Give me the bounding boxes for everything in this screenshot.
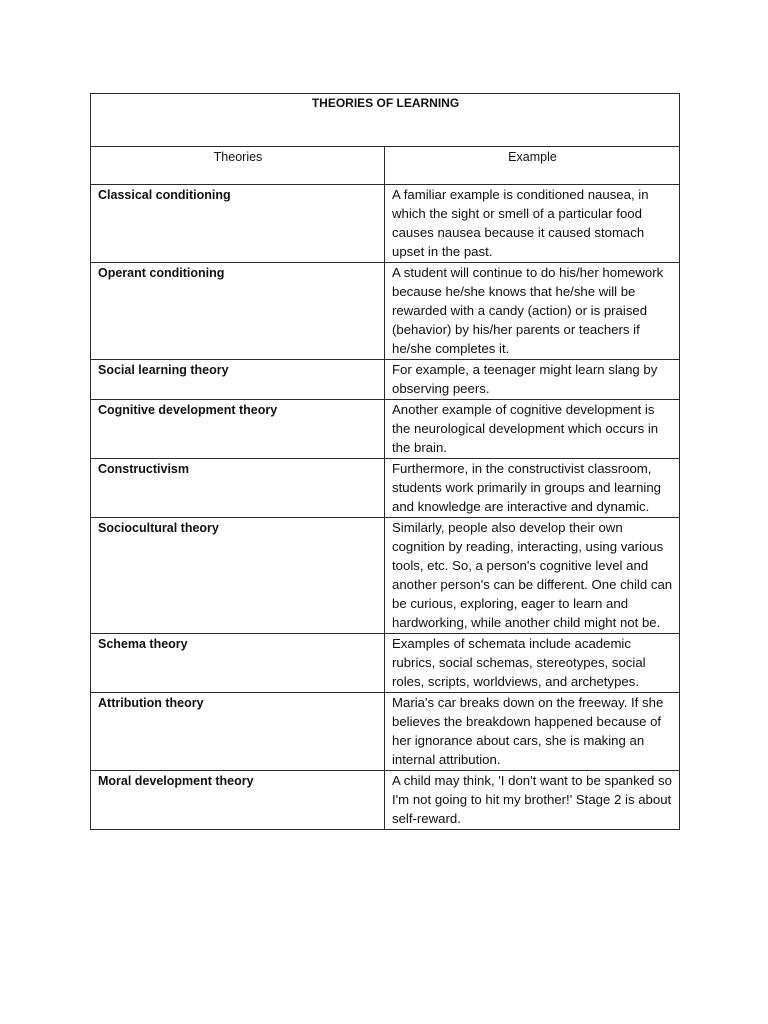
table-row — [91, 693, 680, 771]
theory-example: Examples of schemata include academic rubrics, social schemas, stereotypes, social roles, scripts, worldviews, and archetypes. — [385, 634, 680, 693]
header-example: Example — [385, 147, 680, 185]
theory-name: Operant conditioning — [91, 263, 385, 360]
theory-example: A student will continue to do his/her homework because he/she knows that he/she will be rewarded with a candy (action) or is praised (behavior) by his/her parents or teachers if he/she completes it. — [385, 263, 680, 360]
table-row — [91, 360, 680, 400]
theory-example: A familiar example is conditioned nausea, in which the sight or smell of a particular food causes nausea because it caused stomach upset in the past. — [385, 185, 680, 263]
table-row — [91, 518, 680, 634]
table-row — [91, 771, 680, 830]
title-row — [91, 94, 680, 147]
table-row — [91, 400, 680, 459]
theory-name: Sociocultural theory — [91, 518, 385, 634]
theory-example: Another example of cognitive development is the neurological development which occurs in the brain. — [385, 400, 680, 459]
theory-example: A child may think, 'I don't want to be spanked so I'm not going to hit my brother!' Stage 2 is about self-reward. — [385, 771, 680, 830]
table-row — [91, 634, 680, 693]
theory-name: Attribution theory — [91, 693, 385, 771]
table-row — [91, 263, 680, 360]
theory-example: Similarly, people also develop their own cognition by reading, interacting, using various tools, etc. So, a person's cognitive level and another person's can be different. One child can be curious, exploring, eager to learn and hardworking, while another child might not be. — [385, 518, 680, 634]
theory-example: For example, a teenager might learn slang by observing peers. — [385, 360, 680, 400]
header-theories: Theories — [91, 147, 385, 185]
theory-name: Schema theory — [91, 634, 385, 693]
theories-table — [90, 93, 680, 830]
theory-name: Moral development theory — [91, 771, 385, 830]
theory-name: Social learning theory — [91, 360, 385, 400]
table-row — [91, 459, 680, 518]
theory-example: Furthermore, in the constructivist classroom, students work primarily in groups and learning and knowledge are interactive and dynamic. — [385, 459, 680, 518]
header-row — [91, 147, 680, 185]
table-row — [91, 185, 680, 263]
theory-name: Constructivism — [91, 459, 385, 518]
theory-name: Classical conditioning — [91, 185, 385, 263]
theory-example: Maria's car breaks down on the freeway. If she believes the breakdown happened because of her ignorance about cars, she is making an internal attribution. — [385, 693, 680, 771]
table-title: THEORIES OF LEARNING — [91, 94, 680, 147]
theory-name: Cognitive development theory — [91, 400, 385, 459]
